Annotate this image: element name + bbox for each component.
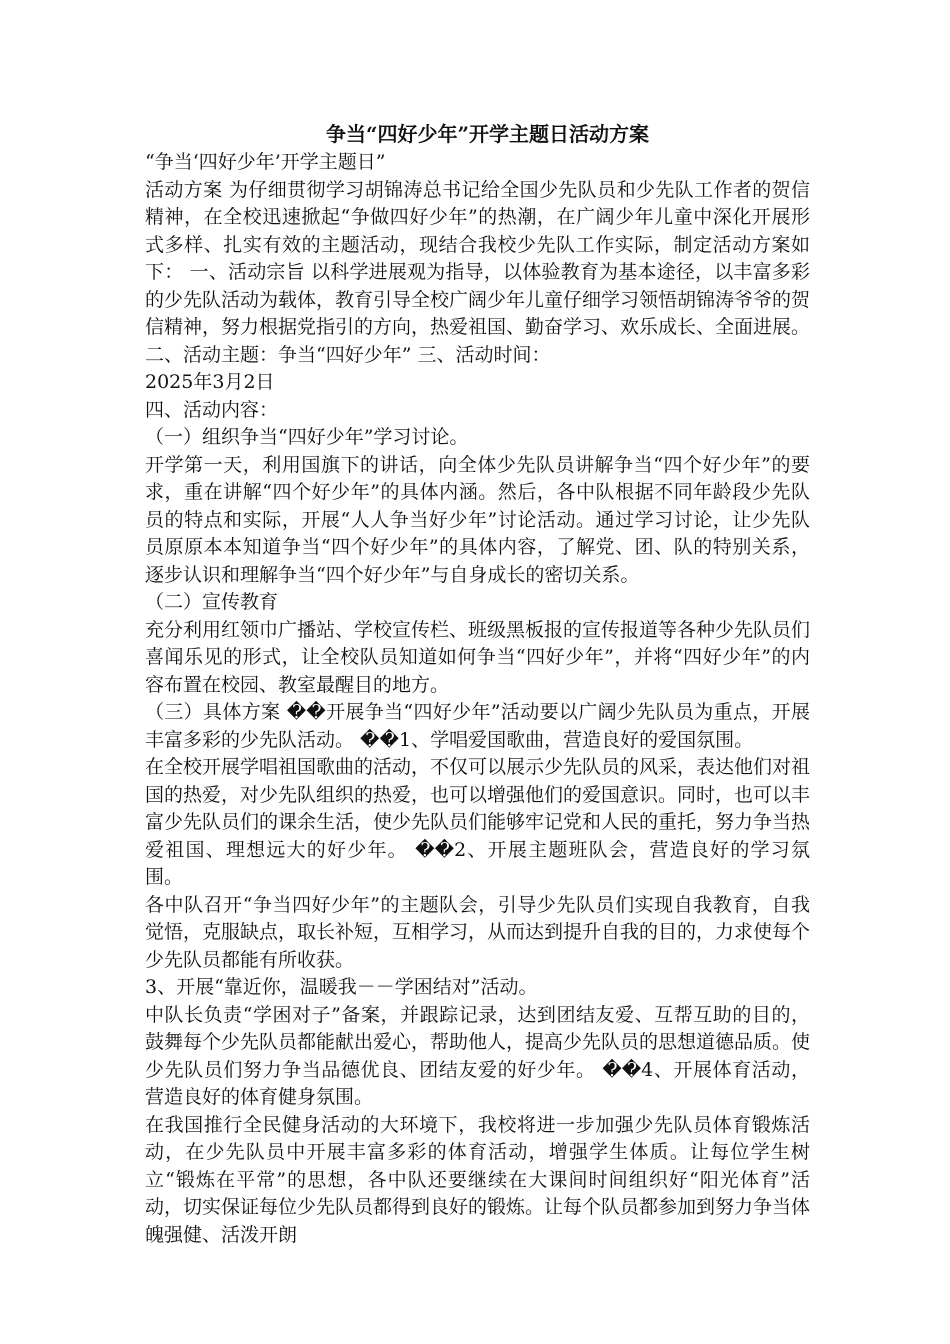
paragraph-meetings: 各中队召开“争当四好少年”的主题队会，引导少先队员们实现自我教育，自我觉悟，克服缺点，取长补短，互相学习，从而达到提升自我的目的，力求使每个少先队员都能有所收获。 xyxy=(145,893,811,971)
paragraph-plan: （三）具体方案 ��开展争当“四好少年”活动要以广阔少先队员为重点，开展丰富多彩的少先队活动。 ��1、学唱爱国歌曲，营造良好的爱国氛围。 xyxy=(145,701,810,751)
paragraph-pairing: 中队长负责“学困对子”备案，并跟踪记录，达到团结友爱、互帮互助的目的，鼓舞每个少先队员都能献出爱心，帮助他人，提高少先队员的思想道德品质。使少先队员们努力争当品德优良、团结友爱的好少年。 ��4、开展体育活动，营造良好的体育健身氛围。 xyxy=(145,1003,811,1108)
paragraph-sports: 在我国推行全民健身活动的大环境下，我校将进一步加强少先队员体育锻炼活动，在少先队员中开展丰富多彩的体育活动，增强学生体质。让每位学生树立“锻炼在平常”的思想，各中队还要继续在大课间时间组织好“阳光体育”活动，切实保证每位少先队员都得到良好的锻炼。让每个队员都参加到努力争当体魄强健、活泼开朗 xyxy=(145,1113,811,1246)
document-title: 争当“四好少年”开学主题日活动方案 xyxy=(325,122,649,146)
paragraph-subtitle: “争当‘四好少年’开学主题日” xyxy=(145,151,386,173)
section-heading-content: 四、活动内容： xyxy=(145,398,279,421)
paragraph-intro: 活动方案 为仔细贯彻学习胡锦涛总书记给全国少先队员和少先队工作者的贺信精神，在全校迅速掀起“争做四好少年”的热潮，在广阔少年儿童中深化开展形式多样、扎实有效的主题活动，现结合我校少先队工作实际，制定活动方案如下： 一、活动宗旨 以科学进展观为指导，以体验教育为基本途径，以丰富多彩的少先队活动为载体，教育引导全校广阔少年儿童仔细学习领悟胡锦涛爷爷的贺信精神，努力根据党指引的方向，热爱祖国、勤奋学习、欢乐成长、全面进展。 二、活动主题：争当“四好少年” 三、活动时间： xyxy=(145,178,811,366)
subsection-heading-2: （二）宣传教育 xyxy=(145,591,279,613)
paragraph-publicity: 充分利用红领巾广播站、学校宣传栏、班级黑板报的宣传报道等各种少先队员们喜闻乐见的形式，让全校队员知道如何争当“四好少年”，并将“四好少年”的内容布置在校园、教室最醒目的地方。 xyxy=(145,618,811,696)
paragraph-date: 2025年3月2日 xyxy=(145,371,275,393)
paragraph-songs: 在全校开展学唱祖国歌曲的活动，不仅可以展示少先队员的风采，表达他们对祖国的热爱，对少先队组织的热爱，也可以增强他们的爱国意识。同时，也可以丰富少先队员们的课余生活，使少先队员们能够牢记党和人民的重托，努力争当热爱祖国、理想远大的好少年。 ��2、开展主题班队会，营造良好的学习氛围。 xyxy=(145,756,811,888)
document-page xyxy=(145,119,810,1249)
paragraph-discussion: 开学第一天，利用国旗下的讲话，向全体少先队员讲解争当“四个好少年”的要求，重在讲解“四个好少年”的具体内涵。然后，各中队根据不同年龄段少先队员的特点和实际，开展“人人争当好少年”讨论活动。通过学习讨论，让少先队员原原本本知道争当“四个好少年”的具体内容，了解党、团、队的特别关系，逐步认识和理解争当“四个好少年”与自身成长的密切关系。 xyxy=(145,453,810,586)
subsection-heading-1: （一）组织争当“四好少年”学习讨论。 xyxy=(145,426,469,448)
paragraph-pairing-heading: 3、开展“靠近你，温暖我－－学困结对”活动。 xyxy=(145,976,538,998)
